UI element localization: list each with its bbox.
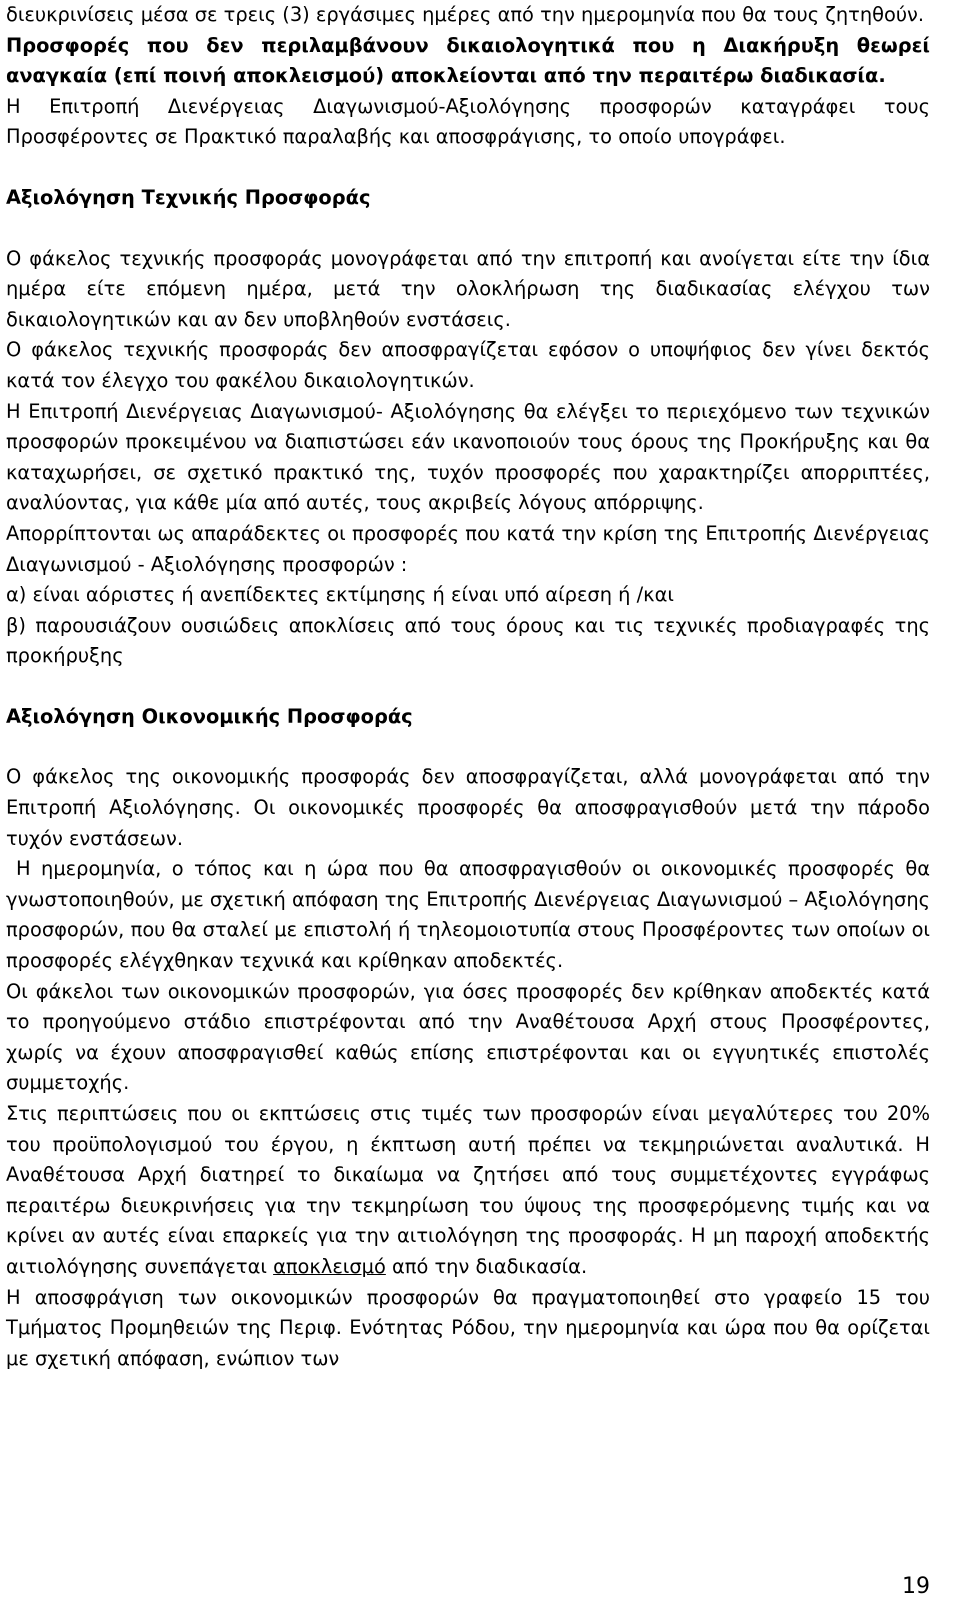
intro-continuation: διευκρινίσεις μέσα σε τρεις (3) εργάσιμες ημέρες από την ημερομηνία που θα τους ζητηθούν. <box>6 3 925 26</box>
technical-paragraph-3: Η Επιτροπή Διενέργειας Διαγωνισμού- Αξιολόγησης θα ελέγξει το περιεχόμενο των τεχνικών προσφορών προκειμένου να διαπιστώσει εάν ικανοποιούν τους όρους της Προκήρυξης και θα καταχωρήσει, σε σχετικό πρακτικό της, τυχόν προσφορές που χαρακτηρίζει απορριπτέες, αναλύοντας, για κάθε μία από αυτές, τους ακριβείς λόγους απόρριψης. <box>6 399 930 515</box>
spacer <box>6 732 930 762</box>
intro-committee-paragraph: Η Επιτροπή Διενέργειας Διαγωνισμού-Αξιολόγησης προσφορών καταγράφει τους Προσφέροντες σε Πρακτικό παραλαβής και αποσφράγισης, το οποίο υπογράφει. <box>6 94 930 149</box>
financial-paragraph-3: Οι φάκελοι των οικονομικών προσφορών, για όσες προσφορές δεν κρίθηκαν αποδεκτές κατά το προηγούμενο στάδιο επιστρέφονται από την Αναθέτουσα Αρχή στους Προσφέροντες, χωρίς να έχουν αποσφραγισθεί καθώς επίσης επιστρέφονται και οι εγγυητικές επιστολές συμμετοχής. <box>6 979 930 1095</box>
technical-item-a: α) είναι αόριστες ή ανεπίδεκτες εκτίμησης ή είναι υπό αίρεση ή /και <box>6 583 674 607</box>
financial-paragraph-1: Ο φάκελος της οικονομικής προσφοράς δεν αποσφραγίζεται, αλλά μονογράφεται από την Επιτροπή Αξιολόγησης. Οι οικονομικές προσφορές θα αποσφραγισθούν μετά την πάροδο τυχόν ενστάσεων. <box>6 765 930 850</box>
exclusion-underlined-term: αποκλεισμό <box>273 1254 386 1278</box>
spacer <box>6 672 930 702</box>
financial-paragraph-4-text: Στις περιπτώσεις που οι εκπτώσεις στις τιμές των προσφορών είναι μεγαλύτερες του 20% του προϋπολογισμού του έργου, η έκπτωση αυτή πρέπει να τεκμηριώνεται αναλυτικά. Η Αναθέτουσα Αρχή διατηρεί το δικαίωμα να ζητήσει από τους συμμετέχοντες εγγράφως περαιτέρω διευκρινήσεις για την τεκμηρίωση του ύψους της προσφερόμενης τιμής και να κρίνει αν αυτές είναι επαρκείς για την αιτιολόγηση της προσφοράς. Η μη παροχή αποδεκτής αιτιολόγησης συνεπάγεται <box>6 1102 930 1278</box>
document-page <box>6 0 930 1374</box>
financial-paragraph-2: Η ημερομηνία, ο τόπος και η ώρα που θα αποσφραγισθούν οι οικονομικές προσφορές θα γνωστοποιηθούν, με σχετική απόφαση της Επιτροπής Διενέργειας Διαγωνισμού – Αξιολόγησης προσφορών, που θα σταλεί με επιστολή ή τηλεομοιοτυπία στους Προσφέροντες των οποίων οι προσφορές ελέγχθηκαν τεχνικά και κρίθηκαν αποδεκτές. <box>6 857 930 973</box>
intro-exclusion-notice: Προσφορές που δεν περιλαμβάνουν δικαιολογητικά που η Διακήρυξη θεωρεί αναγκαία (επί ποινή αποκλεισμού) αποκλείονται από την περαιτέρω διαδικασία. <box>6 33 930 88</box>
spacer <box>6 214 930 244</box>
page-number: 19 <box>902 1574 930 1599</box>
financial-paragraph-5: Η αποσφράγιση των οικονομικών προσφορών θα πραγματοποιηθεί στο γραφείο 15 του Τμήματος Προμηθειών της Περιφ. Ενότητας Ρόδου, την ημερομηνία και ώρα που θα ορίζεται με σχετική απόφαση, ενώπιον των <box>6 1285 930 1370</box>
technical-paragraph-1: Ο φάκελος τεχνικής προσφοράς μονογράφεται από την επιτροπή και ανοίγεται είτε την ίδια ημέρα είτε επόμενη ημέρα, μετά την ολοκλήρωση της διαδικασίας ελέγχου των δικαιολογητικών και αν δεν υποβληθούν ενστάσεις. <box>6 246 930 331</box>
technical-heading: Αξιολόγηση Τεχνικής Προσφοράς <box>6 185 371 209</box>
financial-heading: Αξιολόγηση Οικονομικής Προσφοράς <box>6 704 413 728</box>
technical-item-b: β) παρουσιάζουν ουσιώδεις αποκλίσεις από τους όρους και τις τεχνικές προδιαγραφές της προκήρυξης <box>6 613 930 668</box>
technical-paragraph-4: Απορρίπτονται ως απαράδεκτες οι προσφορές που κατά την κρίση της Επιτροπής Διενέργειας Διαγωνισμού - Αξιολόγησης προσφορών : <box>6 521 930 576</box>
spacer <box>6 153 930 183</box>
financial-paragraph-4 <box>6 1099 930 1283</box>
financial-paragraph-4-end: από την διαδικασία. <box>385 1254 588 1278</box>
technical-paragraph-2: Ο φάκελος τεχνικής προσφοράς δεν αποσφραγίζεται εφόσον ο υποψήφιος δεν γίνει δεκτός κατά τον έλεγχο του φακέλου δικαιολογητικών. <box>6 338 930 392</box>
